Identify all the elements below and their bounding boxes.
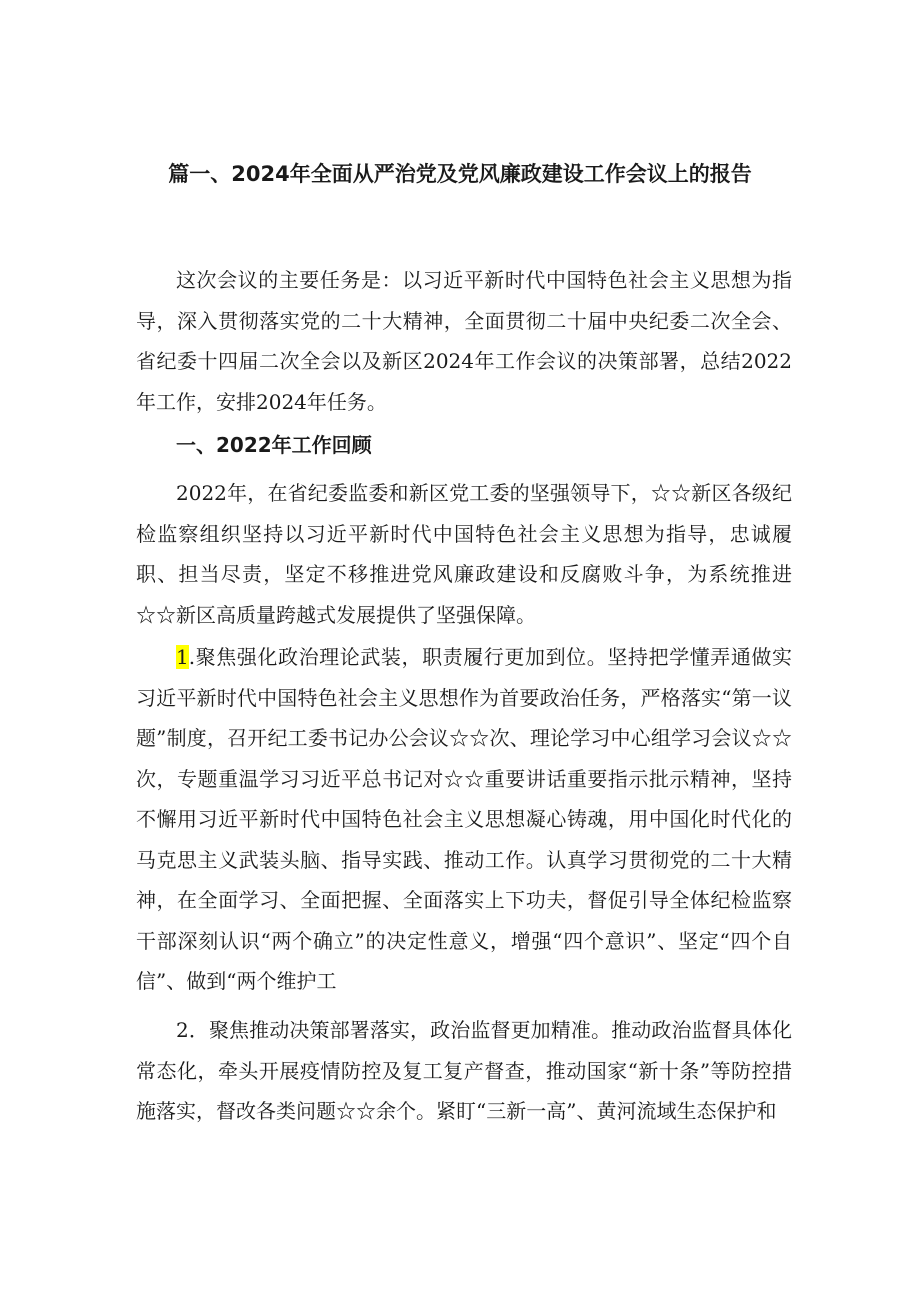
item-2-paragraph: 2．聚焦推动决策部署落实，政治监督更加精准。推动政治监督具体化常态化，牵头开展疫情防控及复工复产督查，推动国家“新十条”等防控措施落实，督改各类问题☆☆余个。紧盯“三新一高”、黄河流域生态保护和 — [136, 1018, 792, 1123]
review-paragraph: 2022年，在省纪委监委和新区党工委的坚强领导下，☆☆新区各级纪检监察组织坚持以习近平新时代中国特色社会主义思想为指导，忠诚履职、担当尽责，坚定不移推进党风廉政建设和反腐败斗争，为系统推进☆☆新区高质量跨越式发展提供了坚强保障。 — [136, 481, 792, 627]
item-1-paragraph — [136, 637, 792, 1002]
section-heading-review: 一、2022年工作回顾 — [176, 433, 372, 457]
document-title: 篇一、2024年全面从严治党及党风廉政建设工作会议上的报告 — [168, 162, 752, 186]
intro-paragraph: 这次会议的主要任务是：以习近平新时代中国特色社会主义思想为指导，深入贯彻落实党的二十大精神，全面贯彻二十届中央纪委二次全会、省纪委十四届二次全会以及新区2024年工作会议的决策部署，总结2022年工作，安排2024年任务。 — [136, 268, 792, 414]
item-1-text: .聚焦强化政治理论武装，职责履行更加到位。坚持把学懂弄通做实习近平新时代中国特色社会主义思想作为首要政治任务，严格落实“第一议题”制度，召开纪工委书记办公会议☆☆次、理论学习中心组学习会议☆☆次，专题重温学习习近平总书记对☆☆重要讲话重要指示批示精神，坚持不懈用习近平新时代中国特色社会主义思想凝心铸魂，用中国化时代化的马克思主义武装头脑、指导实践、推动工作。认真学习贯彻党的二十大精神，在全面学习、全面把握、全面落实上下功夫，督促引导全体纪检监察干部深刻认识“两个确立”的决定性意义，增强“四个意识”、坚定“四个自信”、做到“两个维护工 — [136, 645, 792, 993]
item-1-number-highlight: 1 — [176, 645, 189, 669]
